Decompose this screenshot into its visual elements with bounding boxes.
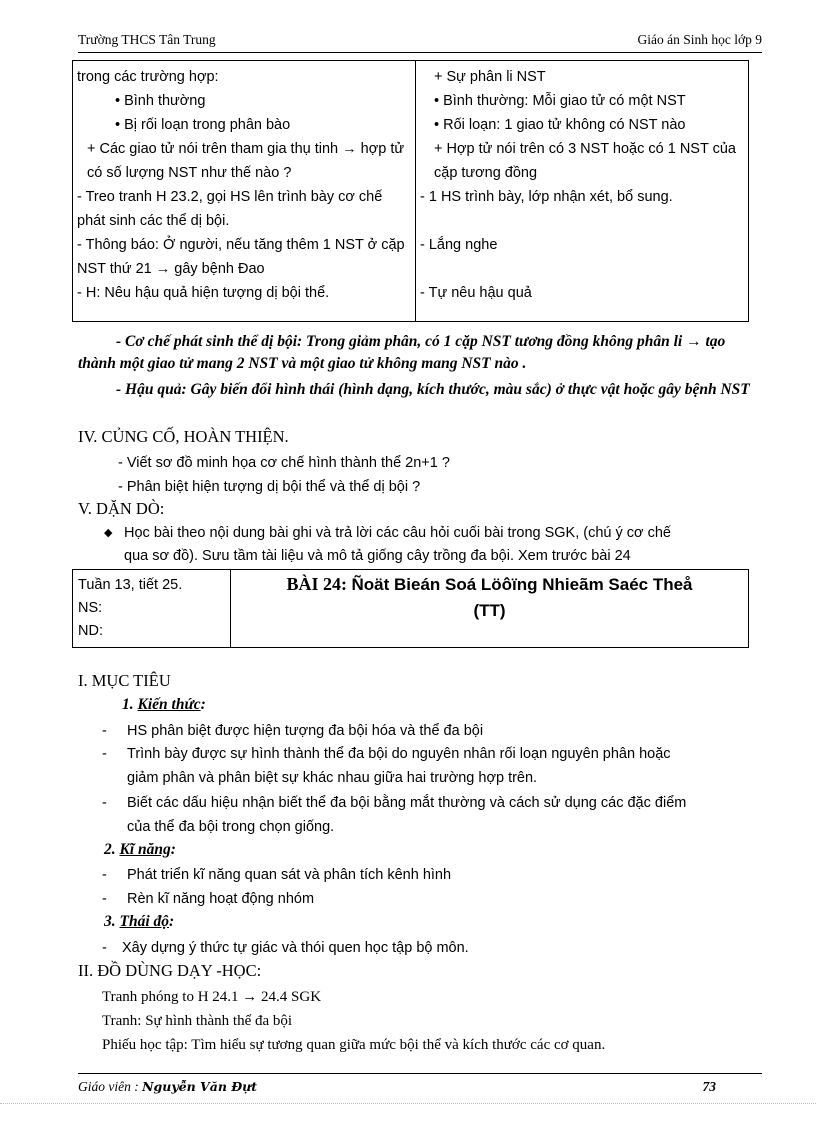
activity-line: - H: Nêu hậu quả hiện tượng dị bội thể.	[77, 285, 330, 301]
dash-bullet: -	[102, 940, 107, 956]
activity-line: + Hợp tử nói trên có 3 NST hoặc có 1 NST của cặp tương đồng	[434, 141, 736, 181]
lesson-info-cell	[73, 570, 231, 648]
knowledge-item: Biết các dấu hiệu nhận biết thể đa bội bằng mắt thường và cách sử dụng các đặc điểm	[127, 795, 687, 811]
summary-mechanism: - Cơ chế phát sinh thể dị bội: Trong giảm phân, có 1 cặp NST tương đồng không phân li → tạo thành một giao tử mang 2 NST và một giao tử không mang NST nào .	[78, 333, 726, 372]
school-name: Trường THCS Tân Trung	[78, 32, 216, 47]
lesson-subtitle: (TT)	[473, 601, 506, 620]
dash-bullet: -	[102, 891, 107, 907]
activity-line: - Lắng nghe	[420, 237, 498, 253]
activity-line: • Bình thường	[115, 93, 206, 109]
dash-bullet: -	[102, 746, 107, 762]
lesson-label: BÀI 24:	[286, 574, 347, 594]
attitude-num: 3.	[104, 913, 116, 930]
page-footer	[78, 1073, 762, 1098]
lesson-title-cell	[231, 570, 749, 648]
activity-line: - Treo tranh H 23.2, gọi HS lên trình bày cơ chế phát sinh các thể dị bội.	[77, 189, 383, 229]
section-i-title: I. MỤC TIÊU	[78, 671, 171, 690]
section-ii-title: II. ĐỒ DÙNG DẠY -HỌC:	[78, 961, 262, 980]
page-number: 73	[702, 1079, 716, 1094]
attitude-heading	[104, 913, 174, 931]
skills-heading	[104, 841, 176, 859]
activity-line: • Bị rối loạn trong phân bào	[115, 117, 291, 133]
attitude-item: Xây dựng ý thức tự giác và thói quen học tập bộ môn.	[122, 940, 469, 956]
lesson-header-table	[72, 569, 749, 648]
knowledge-item-cont: giảm phân và phân biệt sự khác nhau giữa hai trường hợp trên.	[127, 770, 538, 786]
activity-line: • Bình thường: Mỗi giao tử có một NST	[434, 93, 686, 109]
materials-line: Tranh: Sự hình thành thể đa bội	[102, 1013, 293, 1029]
skills-item: Phát triển kĩ năng quan sát và phân tích kênh hình	[127, 867, 452, 883]
activity-line: - Thông báo: Ở người, nếu tăng thêm 1 NST ở cặp NST thứ 21 → gây bệnh Đao	[77, 237, 405, 277]
skills-num: 2.	[104, 841, 116, 858]
section-iv-title: IV. CỦNG CỐ, HOÀN THIỆN.	[78, 427, 289, 446]
page-header	[78, 30, 762, 53]
skills-item: Rèn kĩ năng hoạt động nhóm	[127, 891, 315, 907]
section-iv-item: - Viết sơ đồ minh họa cơ chế hình thành thể 2n+1 ?	[118, 455, 450, 471]
subject-name: Giáo án Sinh học lớp 9	[637, 32, 762, 47]
knowledge-item: HS phân biệt được hiện tượng đa bội hóa và thể đa bội	[127, 723, 484, 739]
teacher-label: Giáo viên :	[78, 1079, 139, 1094]
activity-line: + Sự phân li NST	[434, 69, 546, 85]
materials-line: Tranh phóng to H 24.1 → 24.4 SGK	[102, 989, 322, 1005]
knowledge-num: 1.	[122, 696, 134, 713]
knowledge-item: Trình bày được sự hình thành thể đa bội do nguyên nhân rối loạn nguyên phân hoặc	[127, 746, 671, 762]
teacher-credit	[78, 1079, 257, 1095]
activity-line: + Các giao tử nói trên tham gia thụ tinh → hợp tử có số lượng NST như thế nào ?	[87, 141, 405, 181]
activity-line: - Tự nêu hậu quả	[420, 285, 532, 301]
dash-bullet: -	[102, 723, 107, 739]
lesson-nd: ND:	[78, 623, 103, 639]
attitude-title: Thái độ	[119, 913, 170, 930]
activity-table	[72, 60, 749, 322]
skills-title: Kĩ năng	[119, 841, 171, 858]
activity-line: trong các trường hợp:	[77, 69, 219, 85]
knowledge-item-cont: của thể đa bội trong chọn giống.	[127, 819, 335, 835]
knowledge-title: Kiến thức	[137, 696, 201, 713]
section-v-line: qua sơ đồ). Sưu tầm tài liệu và mô tả giống cây trồng đa bội. Xem trước bài 24	[124, 548, 631, 564]
section-v-line: Học bài theo nội dung bài ghi và trả lời các câu hỏi cuối bài trong SGK, (chú ý cơ chế	[124, 525, 671, 541]
section-v-title: V. DẶN DÒ:	[78, 499, 165, 518]
materials-line: Phiếu học tập: Tìm hiểu sự tương quan giữa mức bội thể và kích thước các cơ quan.	[102, 1037, 606, 1053]
dash-bullet: -	[102, 867, 107, 883]
student-activity-cell	[416, 61, 749, 322]
activity-line: - 1 HS trình bày, lớp nhận xét, bổ sung.	[420, 189, 673, 205]
teacher-activity-cell	[73, 61, 416, 322]
section-iv-item: - Phân biệt hiện tượng dị bội thể và thể dị bội ?	[118, 479, 421, 495]
attitude-colon: :	[169, 913, 175, 930]
dash-bullet: -	[102, 795, 107, 811]
knowledge-heading	[122, 696, 206, 714]
lesson-ns: NS:	[78, 600, 103, 616]
lesson-title	[237, 574, 742, 595]
bottom-divider	[0, 1103, 816, 1104]
lesson-week: Tuần 13, tiết 25.	[78, 577, 183, 593]
activity-line: • Rối loạn: 1 giao tử không có NST nào	[434, 117, 686, 133]
summary-consequence: - Hậu quả: Gây biến đổi hình thái (hình dạng, kích thước, màu sắc) ở thực vật hoặc gây bệnh NST	[116, 381, 750, 398]
lesson-title-text: Ñoät Bieán Soá Löôïng Nhieãm Saéc Theå	[351, 575, 693, 594]
knowledge-colon: :	[200, 696, 206, 713]
teacher-name: Nguyễn Văn Đựt	[142, 1079, 258, 1094]
diamond-bullet-icon: ◆	[104, 527, 113, 539]
skills-colon: :	[170, 841, 176, 858]
